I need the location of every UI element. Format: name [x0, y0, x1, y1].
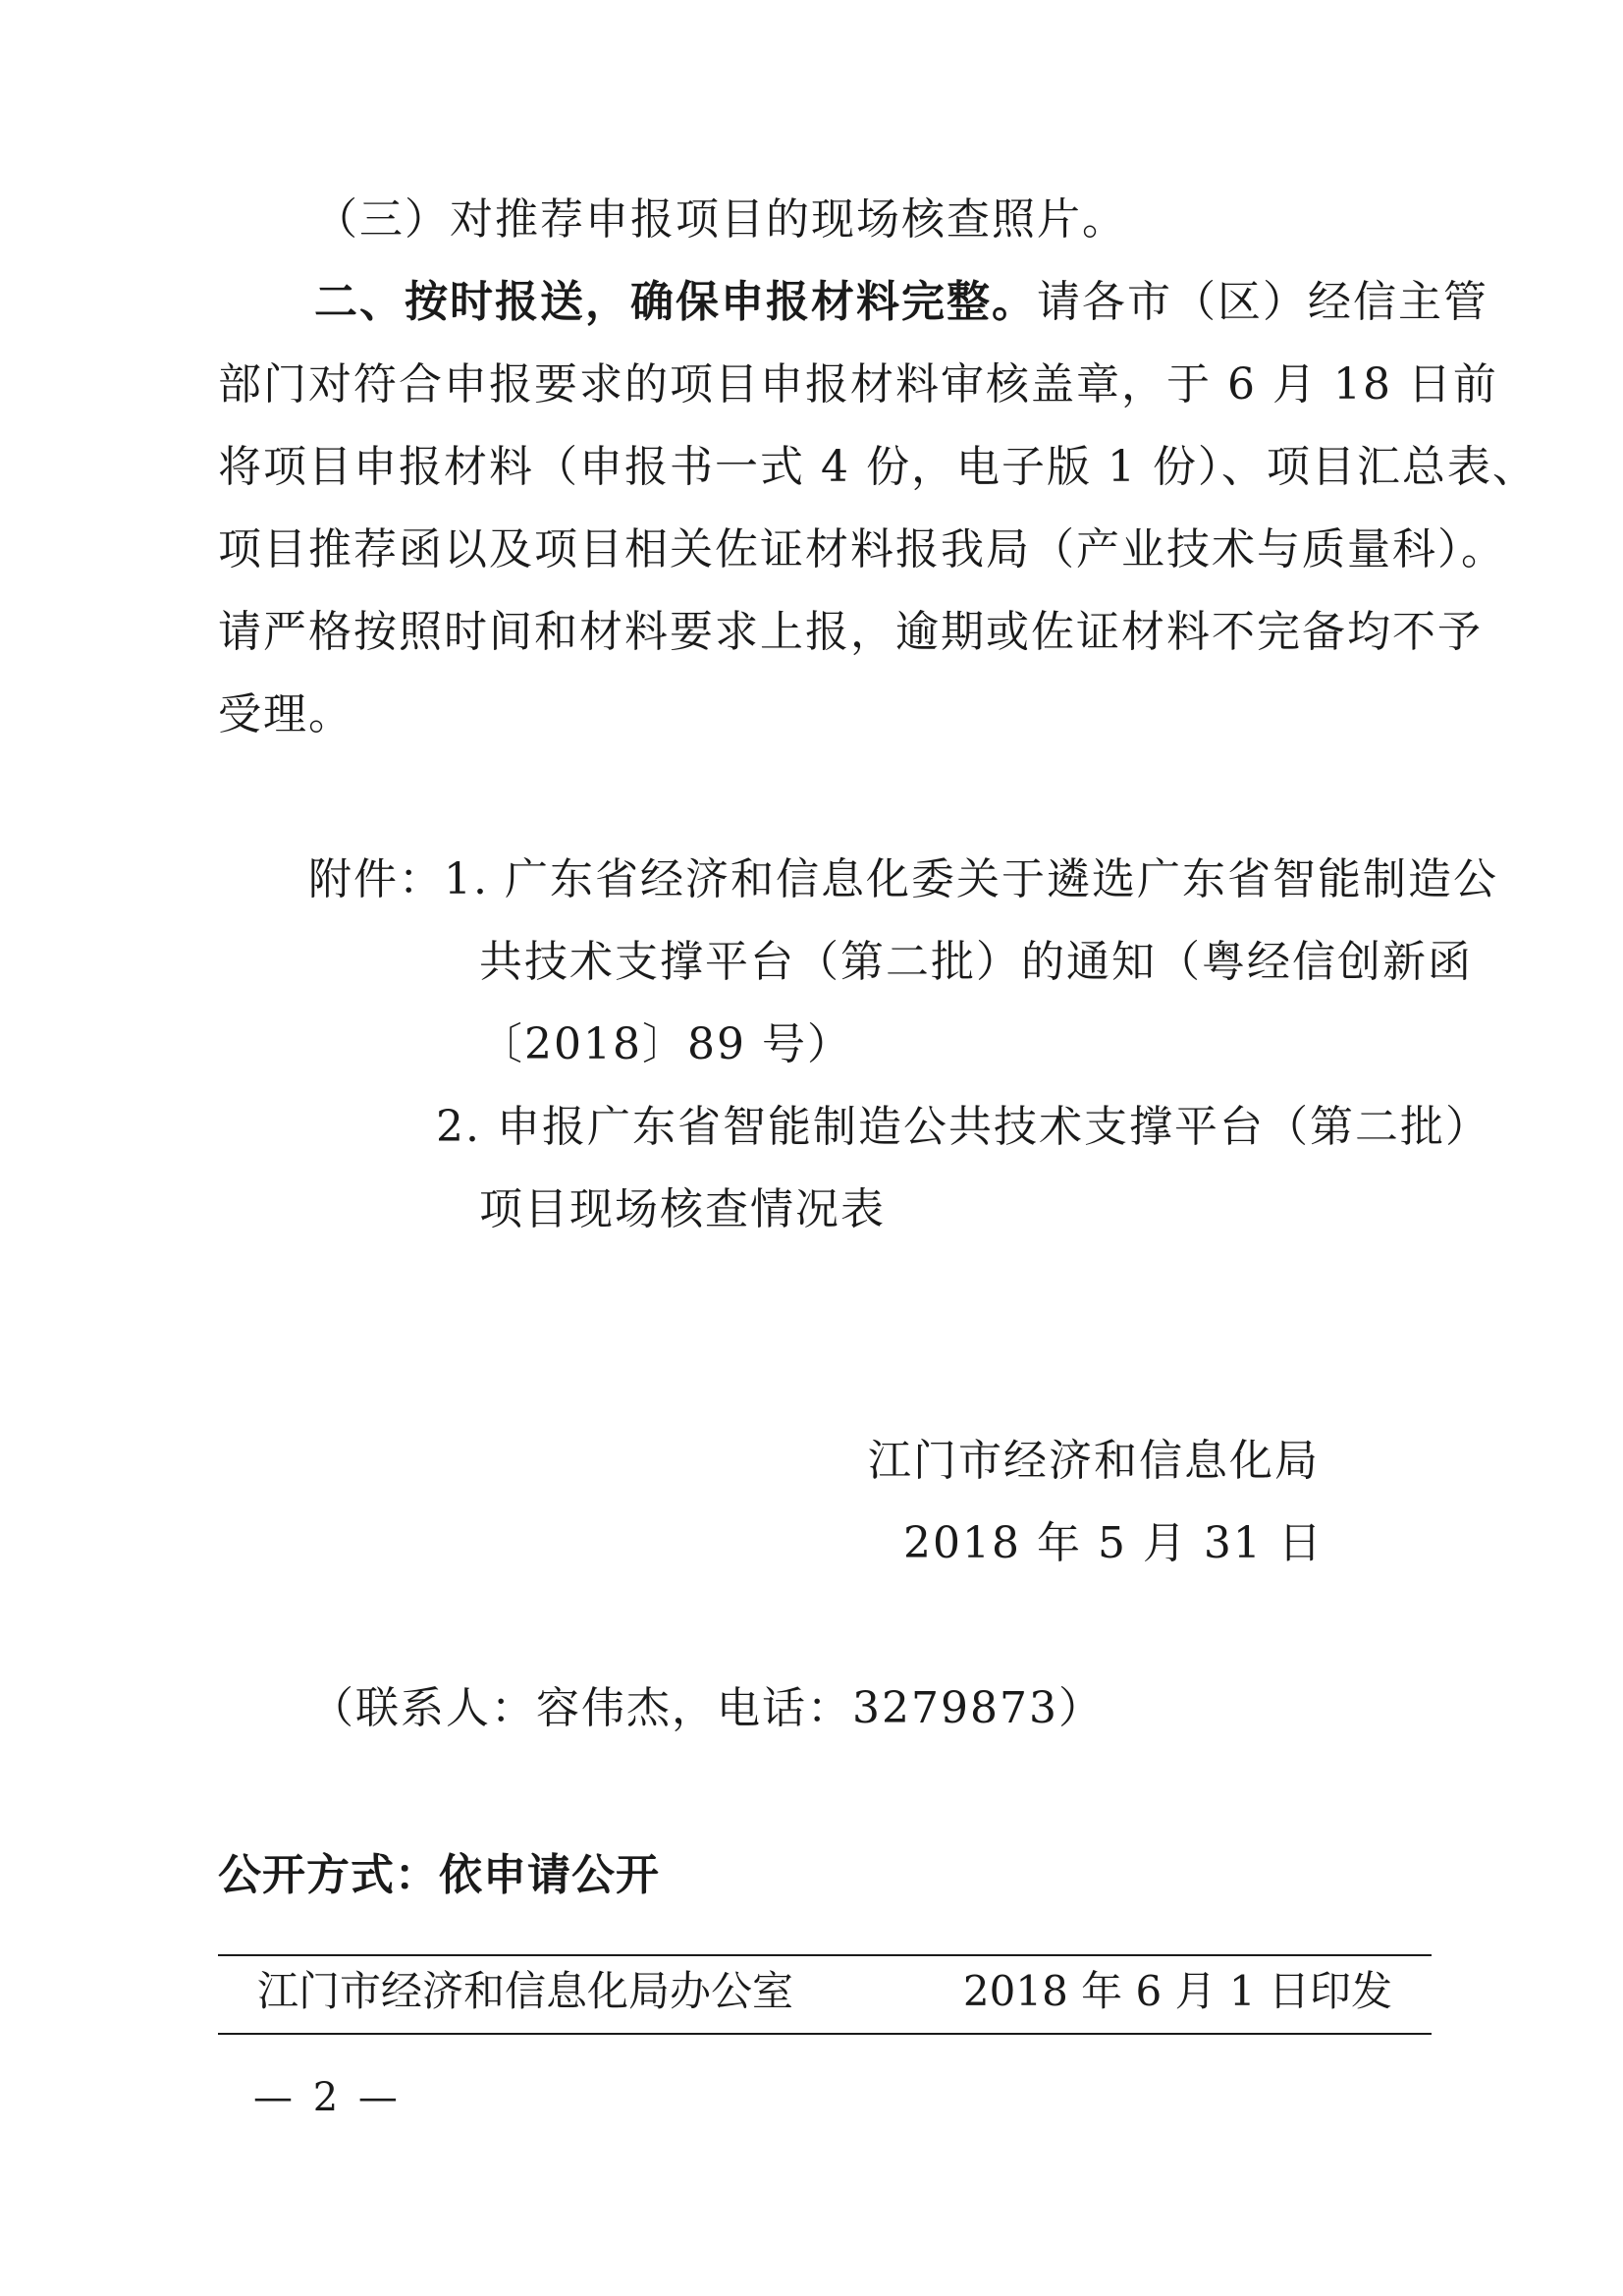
section-2-line-5: 请严格按照时间和材料要求上报，逾期或佐证材料不完备均不予 [218, 607, 1483, 657]
attachment-2-line-1: 2. 申报广东省智能制造公共技术支撑平台（第二批） [436, 1102, 1490, 1152]
section-2-heading: 二、按时报送，确保申报材料完整。 [314, 277, 1037, 327]
section-2-line-3: 将项目申报材料（申报书一式 4 份，电子版 1 份）、项目汇总表、 [218, 442, 1538, 492]
page-number: — 2 — [253, 2075, 402, 2120]
footer-issue-date: 2018 年 6 月 1 日印发 [962, 1967, 1392, 2015]
section-2-first-line [314, 273, 1488, 332]
footer-top-rule [218, 1954, 1432, 1956]
section-2-line-6: 受理。 [218, 689, 353, 739]
attachment-1-line-2: 共技术支撑平台（第二批）的通知（粤经信创新函 [479, 937, 1473, 987]
footer-issue-row [257, 1962, 1392, 2021]
attachment-1-line-3: 〔2018〕89 号） [479, 1019, 852, 1069]
signature-organization: 江门市经济和信息化局 [868, 1436, 1320, 1486]
disclosure-method: 公开方式：依申请公开 [218, 1850, 660, 1900]
contact-info: （联系人：容伟杰，电话：3279873） [310, 1683, 1104, 1733]
section-2-line-4: 项目推荐函以及项目相关佐证材料报我局（产业技术与质量科）。 [218, 524, 1506, 574]
attachment-2-line-2: 项目现场核查情况表 [479, 1184, 886, 1234]
item-3-text: （三）对推荐申报项目的现场核查照片。 [314, 194, 1127, 245]
footer-bottom-rule [218, 2033, 1432, 2035]
attachment-1-line-1: 1. 广东省经济和信息化委关于遴选广东省智能制造公 [444, 854, 1498, 904]
attachments-label: 附件： [308, 854, 444, 904]
footer-issuer: 江门市经济和信息化局办公室 [257, 1967, 794, 2015]
section-2-line-2: 部门对符合申报要求的项目申报材料审核盖章，于 6 月 18 日前 [218, 359, 1498, 410]
attachments-first-line [308, 850, 1498, 909]
section-2-line1-rest: 请各市（区）经信主管 [1037, 277, 1488, 327]
signature-date: 2018 年 5 月 31 日 [903, 1518, 1324, 1568]
